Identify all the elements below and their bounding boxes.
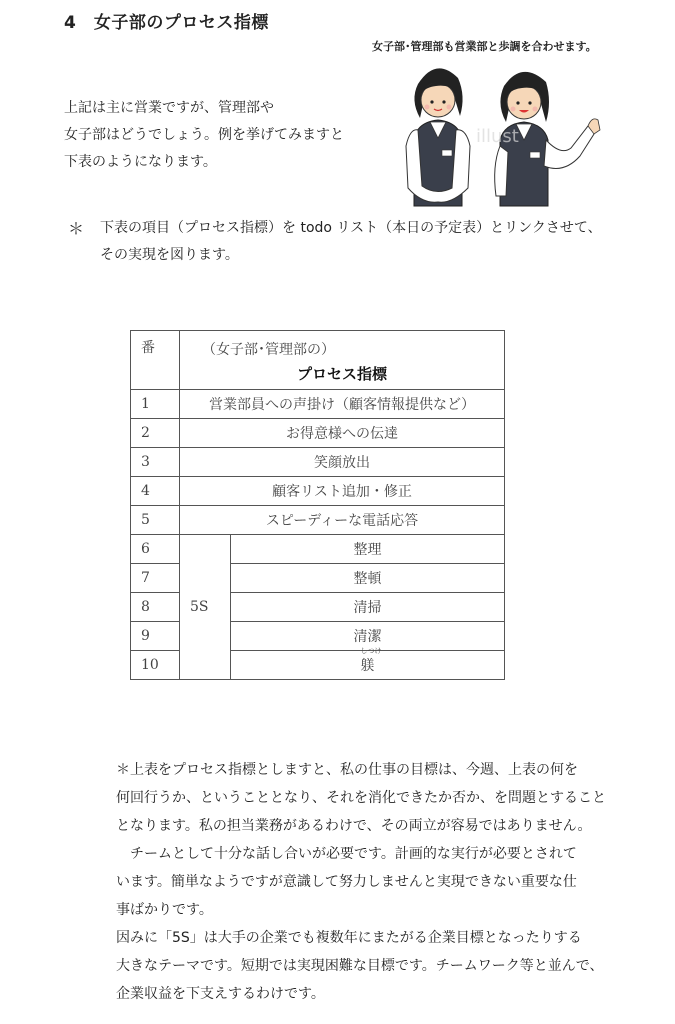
row-label-cell <box>231 647 505 680</box>
body-line: 事ばかりです。 <box>116 902 213 918</box>
row-label: 笑顔放出 <box>180 448 505 477</box>
row-number: 10 <box>131 651 180 680</box>
note-paragraph <box>68 215 658 269</box>
row-label: 顧客リスト追加・修正 <box>180 477 505 506</box>
table-row <box>131 535 505 564</box>
section-heading: 4 女子部のプロセス指標 <box>64 13 269 33</box>
row-number: 4 <box>131 477 180 506</box>
row-label: 清掃 <box>231 593 505 622</box>
table-header-row <box>131 331 505 390</box>
row-label: 営業部員への声掛け（顧客情報提供など） <box>180 390 505 419</box>
header-title: プロセス指標 <box>296 364 387 383</box>
body-line: となります。私の担当業務があるわけで、その両立が容易ではありません。 <box>116 818 592 834</box>
table-row <box>131 419 505 448</box>
table-row <box>131 477 505 506</box>
row-number: 3 <box>131 448 180 477</box>
row-label: 躾 <box>360 658 375 674</box>
body-line: チームとして十分な話し合いが必要です。計画的な実行が必要とされて <box>116 846 577 862</box>
body-line: います。簡単なようですが意識して努力しませんと実現できない重要な仕 <box>116 874 577 890</box>
ruby-wrapper <box>360 647 382 675</box>
row-number: 8 <box>131 593 180 622</box>
body-paragraph <box>116 756 606 1008</box>
header-subtitle: （女子部･管理部の） <box>202 341 335 358</box>
woman-left-figure <box>406 68 470 206</box>
intro-line: 下表のようになります。 <box>64 154 217 170</box>
note-line: 下表の項目（プロセス指標）を todo リスト（本日の予定表）とリンクさせて、 <box>100 220 602 236</box>
row-number: 7 <box>131 564 180 593</box>
header-title-cell <box>180 331 505 390</box>
row-number: 6 <box>131 535 180 564</box>
row-label: スピーディーな電話応答 <box>180 506 505 535</box>
body-line: 大きなテーマです。短期では実現困難な目標です。チームワーク等と並んで、 <box>116 958 604 974</box>
table-row <box>131 390 505 419</box>
ruby-reading: しつけ <box>360 647 382 655</box>
body-line: 企業収益を下支えするわけです。 <box>116 986 325 1002</box>
header-number-cell: 番 <box>131 331 180 390</box>
table-row <box>131 448 505 477</box>
note-line: その実現を図ります。 <box>100 247 239 263</box>
svg-text:illust: illust <box>476 126 519 147</box>
five-s-group-label: 5S <box>180 535 231 680</box>
intro-line: 女子部はどうでしょう。例を挙げてみますと <box>64 127 344 143</box>
row-label: 清潔 <box>231 622 505 651</box>
row-number: 2 <box>131 419 180 448</box>
body-line: 因みに「5S」は大手の企業でも複数年にまたがる企業目標となったりする <box>116 930 582 946</box>
note-marker: ＊ <box>68 219 85 238</box>
intro-paragraph <box>64 95 344 176</box>
process-indicator-table <box>130 330 505 680</box>
image-caption: 女子部･管理部も営業部と歩調を合わせます。 <box>372 40 597 53</box>
body-line: 何回行うか、ということとなり、それを消化できたか否か、を問題とすること <box>116 790 606 806</box>
row-number: 1 <box>131 390 180 419</box>
row-number: 9 <box>131 622 180 651</box>
row-number: 5 <box>131 506 180 535</box>
row-label: 整理 <box>231 535 505 564</box>
office-women-illustration <box>396 56 606 216</box>
intro-line: 上記は主に営業ですが、管理部や <box>64 100 274 116</box>
body-line: ＊上表をプロセス指標としますと、私の仕事の目標は、今週、上表の何を <box>116 762 578 778</box>
row-label: 整頓 <box>231 564 505 593</box>
row-label: お得意様への伝達 <box>180 419 505 448</box>
table-row <box>131 506 505 535</box>
